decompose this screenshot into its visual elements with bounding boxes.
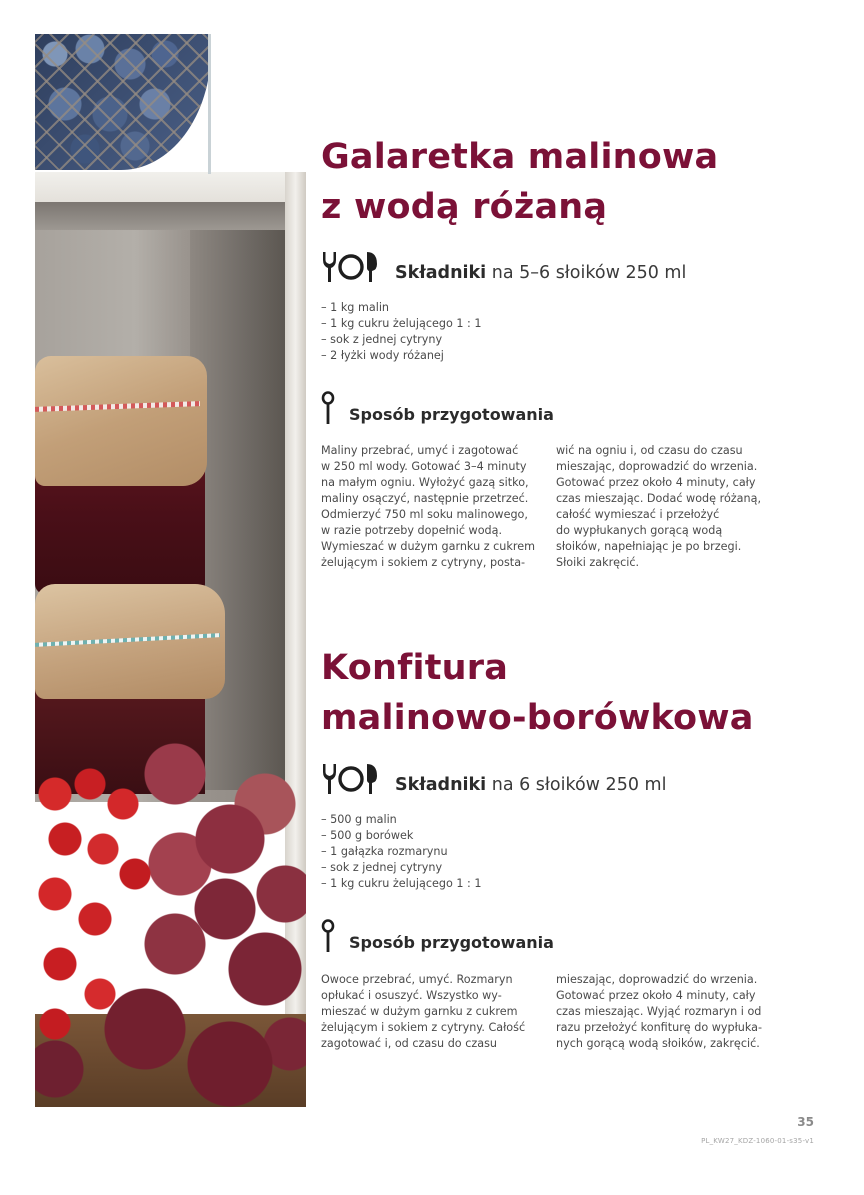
recipe-title-1: [321, 132, 718, 232]
method-label: Sposób przygotowania: [349, 933, 554, 952]
ingredients-list-1: [321, 300, 482, 364]
method-heading-1: [321, 391, 554, 425]
text-line: opłukać i osuszyć. Wszystko wy-: [321, 989, 502, 1002]
list-item: – sok z jednej cytryny: [321, 333, 443, 346]
ingredients-heading-2: [321, 762, 666, 796]
text-line: Maliny przebrać, umyć i zagotować: [321, 444, 519, 457]
text-line: czas mieszając. Wyjąć rozmaryn i od: [556, 1005, 762, 1018]
list-item: – 2 łyżki wody różanej: [321, 349, 444, 362]
basket-handle: [208, 34, 211, 174]
ingredients-bold: Składniki: [395, 263, 487, 283]
text-line: wić na ogniu i, od czasu do czasu: [556, 444, 743, 457]
jar-paper-cover-top: [35, 356, 207, 486]
text-line: maliny osączyć, następnie przetrzeć.: [321, 492, 529, 505]
list-item: – 1 kg malin: [321, 301, 390, 314]
text-line: w 250 ml wody. Gotować 3–4 minuty: [321, 460, 527, 473]
title-line: z wodą różaną: [321, 187, 608, 227]
text-line: do wypłukanych gorącą wodą: [556, 524, 723, 537]
text-line: nych gorącą wodą słoików, zakręcić.: [556, 1037, 760, 1050]
method-text-1: [321, 443, 791, 571]
title-line: Galaretka malinowa: [321, 137, 719, 177]
title-line: Konfitura: [321, 648, 509, 688]
shelf-top-board: [35, 172, 306, 202]
method-column-left: [321, 972, 549, 1052]
page-number: 35: [797, 1115, 814, 1129]
text-line: Odmierzyć 750 ml soku malinowego,: [321, 508, 528, 521]
ingredients-yield: na 6 słoików 250 ml: [486, 775, 667, 795]
list-item: – 1 kg cukru żelującego 1 : 1: [321, 877, 482, 890]
text-line: Owoce przebrać, umyć. Rozmaryn: [321, 973, 513, 986]
text-line: żelującym i sokiem z cytryny. Całość: [321, 1021, 526, 1034]
text-line: na małym ogniu. Wyłożyć gazą sitko,: [321, 476, 529, 489]
text-line: mieszając, doprowadzić do wrzenia.: [556, 973, 758, 986]
text-line: zagotować i, od czasu do czasu: [321, 1037, 497, 1050]
ingredients-yield: na 5–6 słoików 250 ml: [486, 263, 687, 283]
text-line: Gotować przez około 4 minuty, cały: [556, 989, 756, 1002]
spoon-icon: [321, 391, 335, 425]
ingredients-list-2: [321, 812, 482, 892]
method-column-right: [556, 443, 784, 571]
title-line: malinowo-borówkowa: [321, 698, 754, 738]
ingredients-heading-1: [321, 250, 686, 284]
ingredients-bold: Składniki: [395, 775, 487, 795]
text-line: słoików, napełniając je po brzegi.: [556, 540, 742, 553]
ingredients-label: [395, 262, 686, 284]
method-column-right: [556, 972, 784, 1052]
text-line: czas mieszając. Dodać wodę różaną,: [556, 492, 762, 505]
list-item: – 1 kg cukru żelującego 1 : 1: [321, 317, 482, 330]
text-line: Słoiki zakręcić.: [556, 556, 640, 569]
ingredients-label: [395, 774, 666, 796]
list-item: – 500 g borówek: [321, 829, 414, 842]
method-heading-2: [321, 919, 554, 953]
method-text-2: [321, 972, 791, 1052]
list-item: – 500 g malin: [321, 813, 397, 826]
text-line: w razie potrzeby dopełnić wodą.: [321, 524, 503, 537]
text-line: mieszając, doprowadzić do wrzenia.: [556, 460, 758, 473]
text-line: żelującym i sokiem z cytryny, posta-: [321, 556, 526, 569]
text-line: mieszać w dużym garnku z cukrem: [321, 1005, 518, 1018]
text-line: razu przełożyć konfiturę do wypłuka-: [556, 1021, 763, 1034]
text-line: Gotować przez około 4 minuty, cały: [556, 476, 756, 489]
recipe-title-2: [321, 643, 754, 743]
cutlery-plate-icon: [321, 762, 379, 796]
spoon-icon: [321, 919, 335, 953]
text-line: Wymieszać w dużym garnku z cukrem: [321, 540, 535, 553]
print-code: PL_KW27_KDZ-1060-01-s35-v1: [701, 1137, 814, 1145]
list-item: – 1 gałązka rozmarynu: [321, 845, 448, 858]
method-label: Sposób przygotowania: [349, 405, 554, 424]
list-item: – sok z jednej cytryny: [321, 861, 443, 874]
blueberry-basket: [35, 34, 211, 170]
recipe-photo: [35, 34, 306, 1107]
currants-and-gooseberries: [35, 734, 306, 1107]
cutlery-plate-icon: [321, 250, 379, 284]
method-column-left: [321, 443, 549, 571]
text-line: całość wymieszać i przełożyć: [556, 508, 720, 521]
